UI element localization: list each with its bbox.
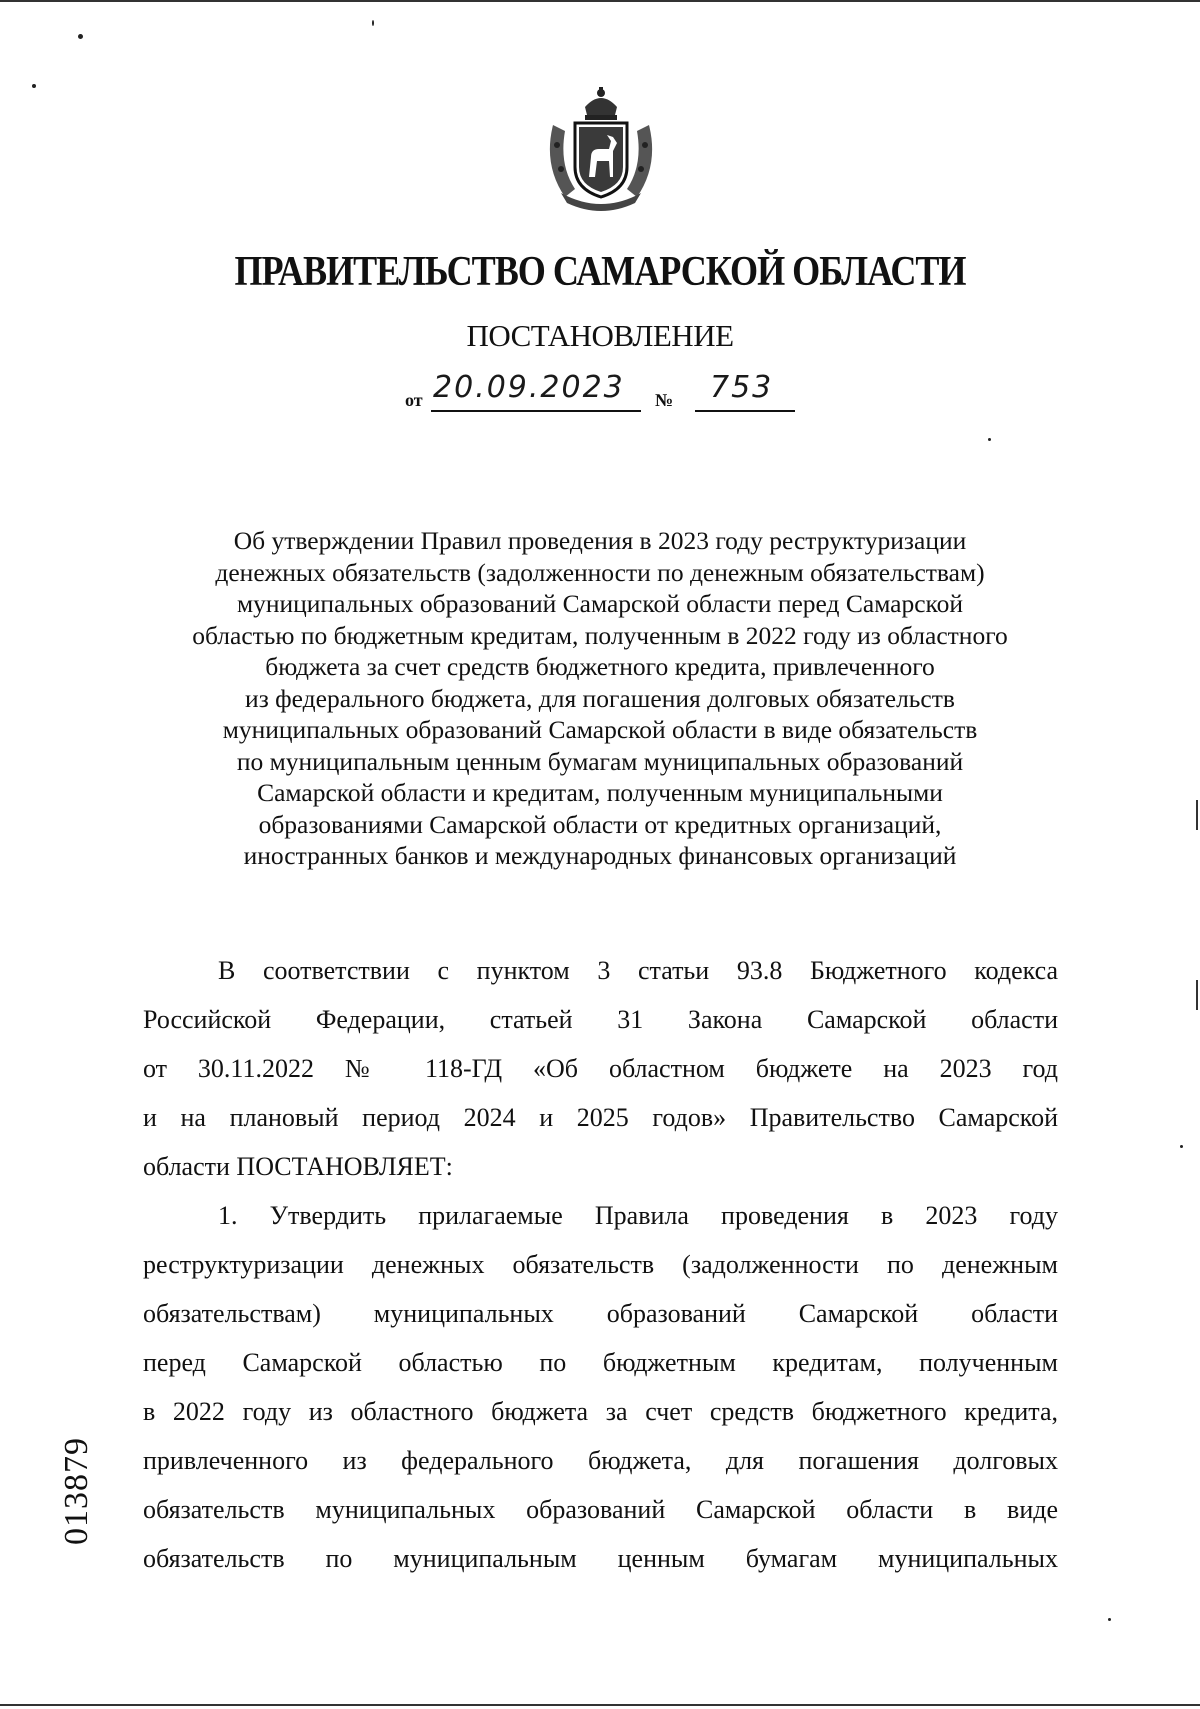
subject-line: Об утверждении Правил проведения в 2023 году реструктуризации [233,526,967,555]
preamble-line: Российской Федерации, статьей 31 Закона Самарской области [143,1005,1058,1034]
subject-line: по муниципальным ценным бумагам муниципальных образований [236,746,964,776]
subject-line: бюджета за счет средств бюджетного кредита, привлеченного [265,652,935,681]
clause-line: привлеченного из федерального бюджета, для погашения долговых [143,1446,1058,1475]
clause-line: в 2022 году из областного бюджета за счет средств бюджетного кредита, [143,1397,1058,1426]
date-number-line [405,370,805,414]
clause-line: обязательств муниципальных образований Самарской области в виде [143,1495,1058,1524]
scan-speck [1180,1145,1183,1148]
preamble-line: от 30.11.2022 № 118-ГД «Об областном бюджете на 2023 год [143,1054,1058,1083]
document-subject [130,525,1070,872]
number-underline [695,410,795,412]
scan-edge-line [0,0,1200,2]
document-body [143,946,1058,1583]
clause-line: обязательств по муниципальным ценным бумагам муниципальных [143,1544,1058,1573]
date-underline [431,410,641,412]
handwritten-number: 753 [710,370,774,405]
subject-line: иностранных банков и международных финансовых организаций [243,841,957,870]
scan-speck [372,20,374,26]
scan-speck [32,84,36,88]
subject-line: денежных обязательств (задолженности по денежным обязательствам) [215,557,985,587]
clause-line: реструктуризации денежных обязательств (задолженности по денежным [143,1250,1058,1279]
scan-speck [988,438,991,441]
subject-line: образованиями Самарской области от кредитных организаций, [258,809,942,839]
scan-edge-line [1196,800,1198,830]
government-title: ПРАВИТЕЛЬСТВО САМАРСКОЙ ОБЛАСТИ [234,249,966,295]
subject-line: муниципальных образований Самарской области перед Самарской [236,589,964,618]
preamble-line: области ПОСТАНОВЛЯЕТ: [143,1152,453,1181]
clause-line: обязательствам) муниципальных образований Самарской области [143,1299,1058,1328]
scan-speck [1108,1618,1111,1621]
preamble-line: и на плановый период 2024 и 2025 годов» Правительство Самарской [143,1103,1058,1132]
document-type: ПОСТАНОВЛЕНИЕ [466,318,734,353]
preamble-line: В соответствии с пунктом 3 статьи 93.8 Бюджетного кодекса [218,956,1058,985]
scan-edge-line [1196,980,1198,1010]
date-prefix: от [405,390,423,410]
subject-line: муниципальных образований Самарской области в виде обязательств [222,715,978,744]
clause-line: 1. Утвердить прилагаемые Правила проведения в 2023 году [218,1201,1058,1230]
number-sign: № [655,390,674,410]
clause-line: перед Самарской областью по бюджетным кредитам, полученным [143,1348,1058,1377]
subject-line: Самарской области и кредитам, полученным муниципальными [257,778,943,807]
serial-number: 013879 [58,1437,95,1545]
coat-of-arms-icon [535,85,667,213]
subject-line: областью по бюджетным кредитам, полученным в 2022 году из областного [192,620,1008,650]
scan-speck [78,34,83,39]
scan-edge-line [0,1704,1200,1706]
subject-line: из федерального бюджета, для погашения долговых обязательств [245,683,955,713]
handwritten-date: 20.09.2023 [433,370,625,405]
